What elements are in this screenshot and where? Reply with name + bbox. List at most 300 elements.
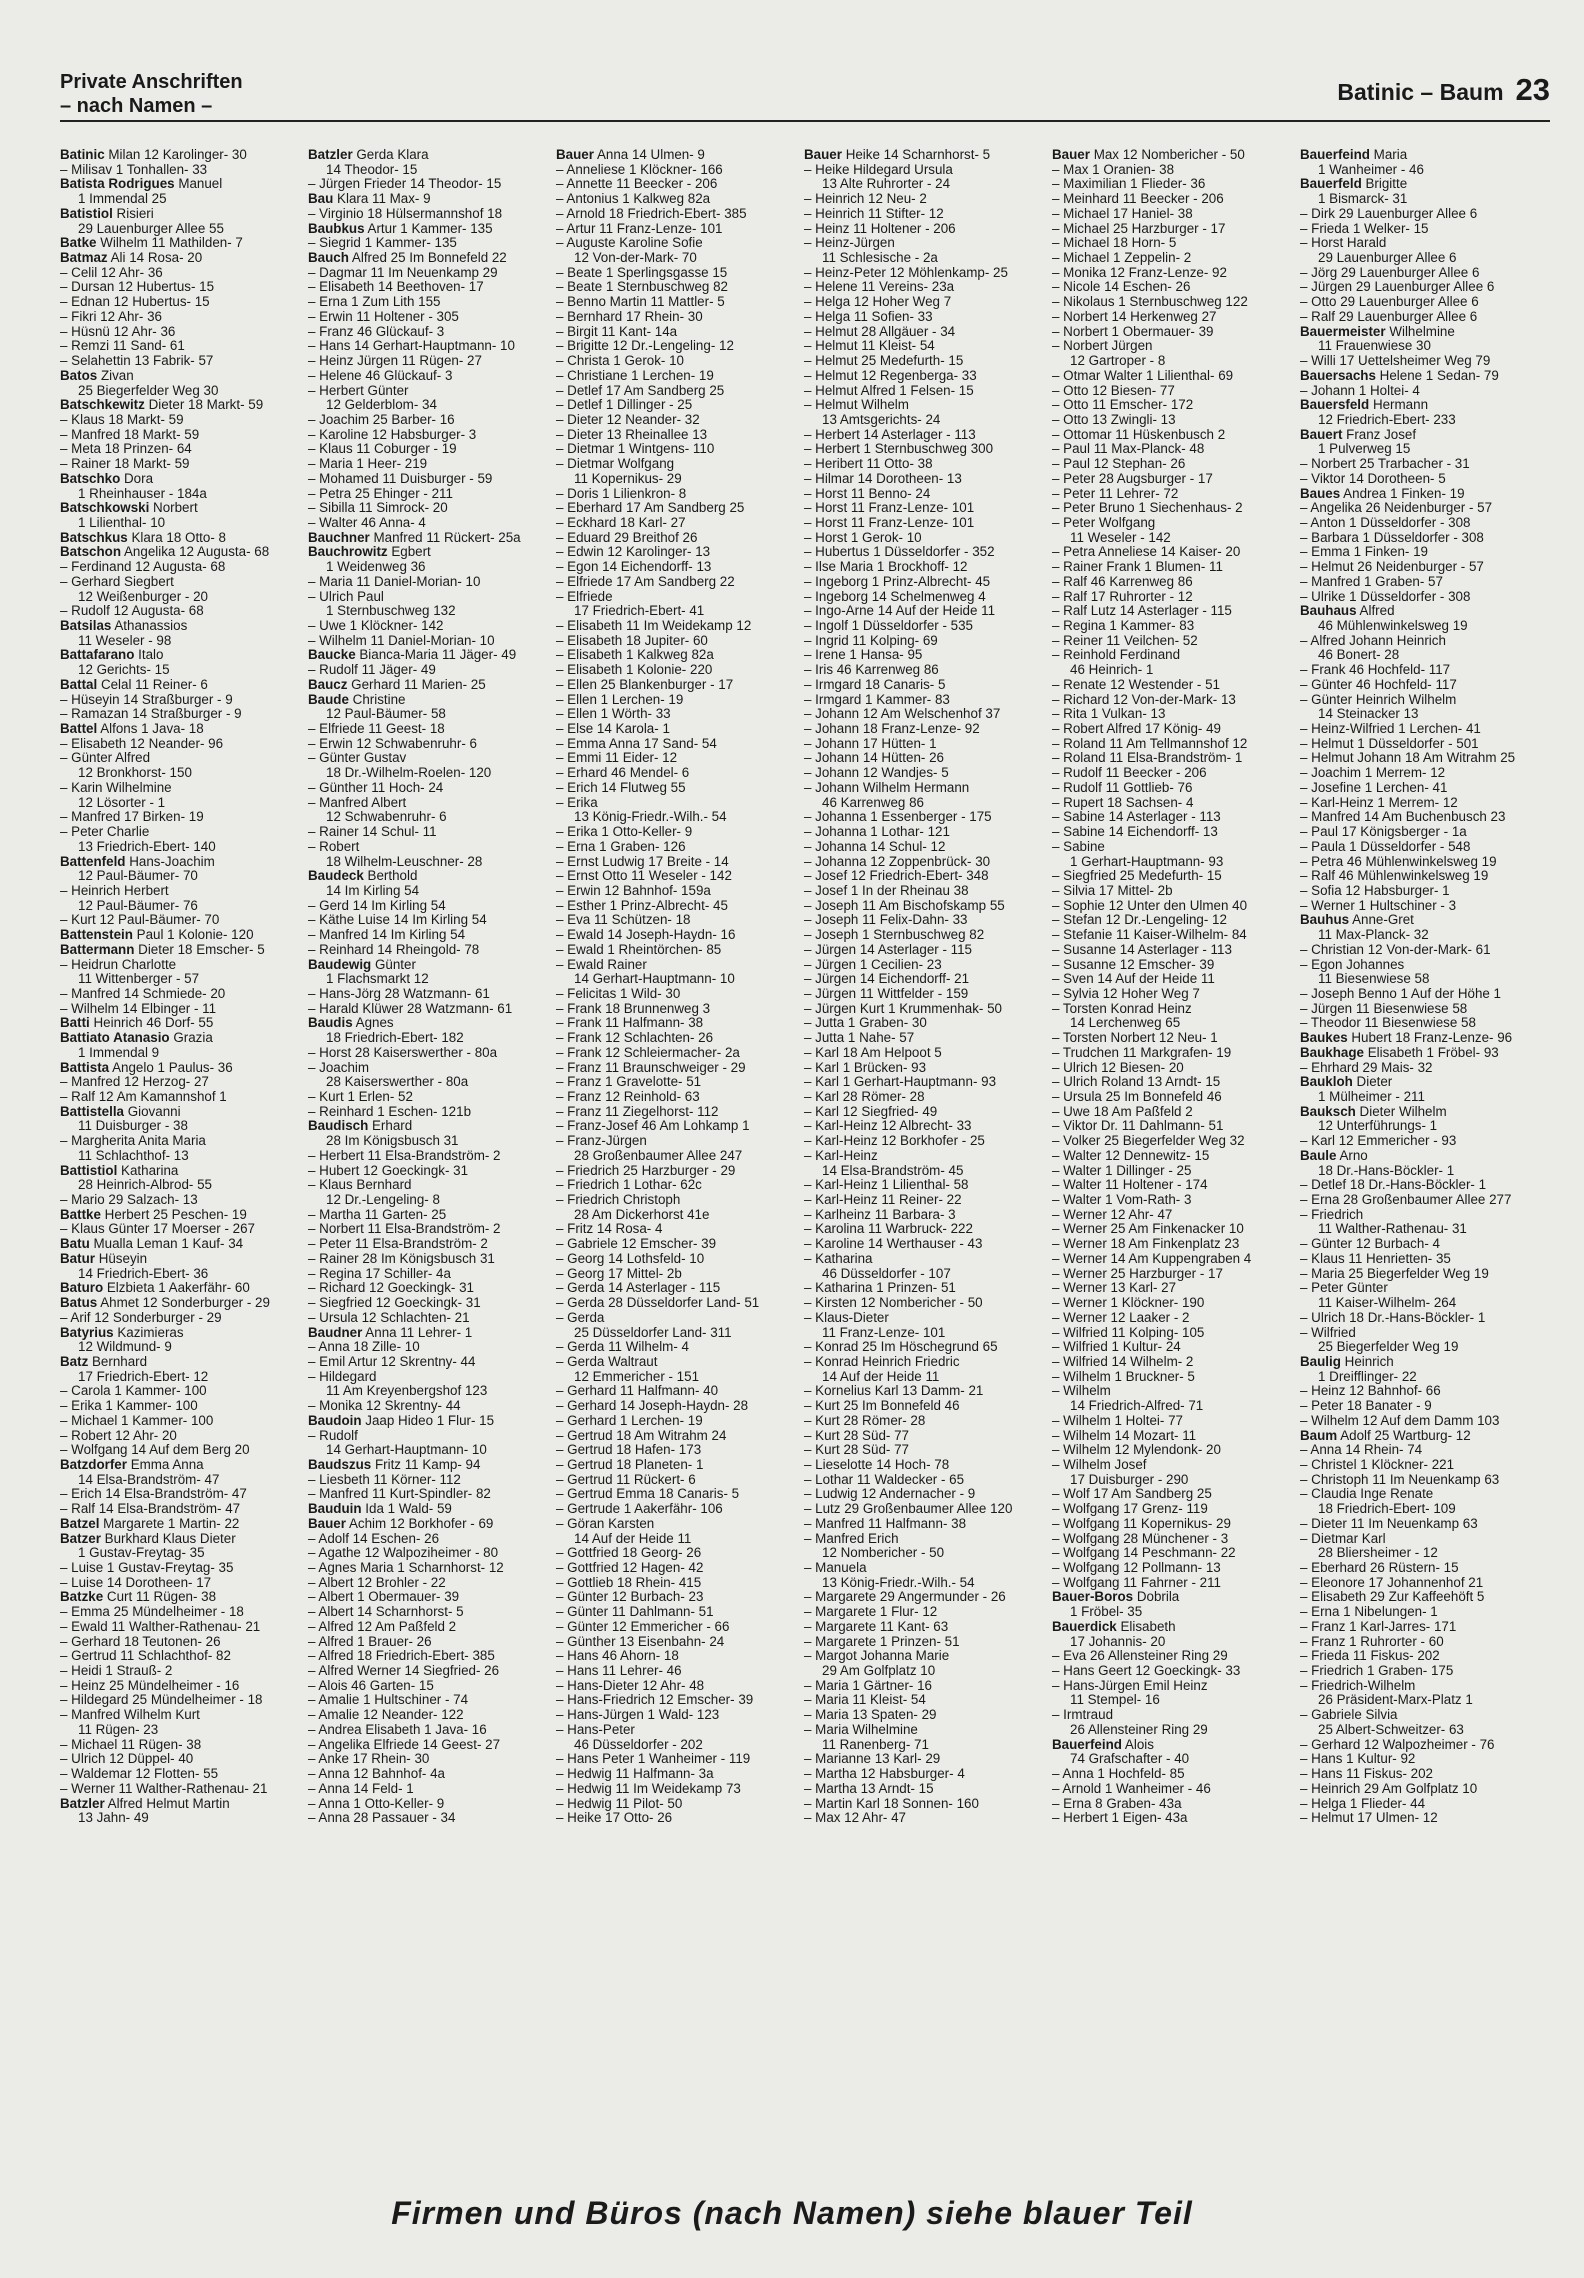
directory-entry: 29 Lauenburger Allee 55 [78,220,224,236]
directory-entry: – Benno Martin 11 Mattler- 5 [556,294,725,310]
directory-entry: – Erna 8 Graben- 43a [1052,1795,1182,1811]
directory-entry: – Siegfried 25 Medefurth- 15 [1052,868,1222,884]
directory-entry: – Ulrich Roland 13 Arndt- 15 [1052,1074,1221,1090]
directory-entry: – Werner 1 Klöckner- 190 [1052,1295,1205,1311]
directory-entry: – Wilfried 14 Wilhelm- 2 [1052,1353,1194,1369]
directory-entry: Baudisch Erhard [308,1118,413,1134]
surname: Bauerfeld [1300,176,1362,192]
directory-entry: – Agathe 12 Walpoziheimer - 80 [308,1545,499,1561]
directory-entry: – Klaus 11 Coburger - 19 [308,441,457,457]
directory-entry: – Johann 12 Wandjes- 5 [804,765,949,781]
surname: Baudoin [308,1412,362,1428]
directory-entry: – Horst 11 Benno- 24 [804,485,931,501]
directory-entry: Batzdorfer Emma Anna [60,1456,204,1472]
directory-entry: – Anna 1 Hochfeld- 85 [1052,1766,1185,1782]
directory-entry: – Fikri 12 Ahr- 36 [60,308,162,324]
directory-entry: – Sibilla 11 Simrock- 20 [308,500,448,516]
directory-entry: – Otmar Walter 1 Lilienthal- 69 [1052,367,1234,383]
directory-entry: Bauersachs Helene 1 Sedan- 79 [1300,367,1499,383]
directory-entry: – Rupert 18 Sachsen- 4 [1052,794,1194,810]
directory-entry: Bauerfeld Brigitte [1300,176,1408,192]
directory-entry: 46 Düsseldorfer - 107 [822,1265,951,1281]
directory-entry: – Eleonore 17 Johannenhof 21 [1300,1574,1484,1590]
directory-entry: 12 Paul-Bäumer- 58 [326,706,446,722]
directory-entry: – Luise 1 Gustav-Freytag- 35 [60,1560,234,1575]
surname: Bauer [308,1515,346,1531]
directory-entry: 28 Bliersheimer - 12 [1318,1545,1438,1561]
directory-entry: – Heinz-Peter 12 Möhlenkamp- 25 [804,264,1008,280]
directory-entry: – Wilhelm 14 Mozart- 11 [1052,1427,1197,1443]
directory-entry: – Ralf 12 Am Kamannshof 1 [60,1089,227,1104]
directory-entry: – Ingeborg 14 Schelmenweg 4 [804,588,986,604]
directory-entry: – Karin Wilhelmine [60,779,172,795]
footer-note: Firmen und Büros (nach Namen) siehe blauer Teil [391,2195,1193,2231]
directory-entry: – Wilfried 11 Kolping- 105 [1052,1324,1205,1340]
directory-entry: – Kurt 28 Römer- 28 [804,1412,926,1428]
directory-entry: 12 Gartroper - 8 [1070,353,1166,369]
directory-entry: – Erika 1 Otto-Keller- 9 [556,824,693,840]
directory-entry: – Rudolf 11 Beecker - 206 [1052,765,1207,781]
directory-entry: Batzler Alfred Helmut Martin [60,1795,230,1811]
directory-entry: – Hüseyin 14 Straßburger - 9 [60,691,233,707]
directory-entry: – Heike 17 Otto- 26 [556,1810,673,1826]
surname: Batu [60,1236,90,1252]
directory-entry: 14 Auf der Heide 11 [574,1530,692,1546]
directory-entry: Baule Arno [1300,1147,1368,1163]
surname: Baues [1300,485,1341,501]
directory-entry: – Gerhard 11 Halfmann- 40 [556,1383,719,1399]
directory-entry: – Karl 1 Gerhart-Hauptmann- 93 [804,1074,997,1090]
directory-entry: – Hans-Friedrich 12 Emscher- 39 [556,1692,754,1708]
directory-entry: – Manfred 14 Am Buchenbusch 23 [1300,809,1506,825]
directory-entry: – Maria 1 Heer- 219 [308,456,428,472]
directory-entry: – Werner 25 Am Finkenacker 10 [1052,1221,1244,1237]
directory-entry: 25 Albert-Schweitzer- 63 [1318,1721,1464,1737]
directory-entry: – Franz 1 Karl-Jarres- 171 [1300,1618,1457,1634]
surname: Batschkus [60,529,128,545]
directory-entry: – Günter 12 Burbach- 23 [556,1589,704,1605]
directory-entry: – Birgit 11 Kant- 14a [556,323,678,339]
surname: Bau [308,191,334,207]
surname: Batyrius [60,1324,114,1340]
surname: Baucke [308,647,356,663]
directory-entry: – Karl 28 Römer- 28 [804,1089,925,1104]
surname: Battke [60,1206,101,1222]
directory-entry: 14 Elsa-Brandström- 47 [78,1471,220,1487]
directory-entry: – Jürgen 11 Biesenwiese 58 [1300,1000,1468,1016]
directory-entry: – Erna 28 Großenbaumer Allee 277 [1300,1192,1512,1208]
directory-entry: – Anna 12 Bahnhof- 4a [308,1766,445,1782]
directory-entry: – Christian 12 Von-der-Mark- 61 [1300,941,1491,957]
directory-entry: – Anneliese 1 Klöckner- 166 [556,161,723,177]
directory-entry: 28 Kaiserswerther - 80a [326,1074,469,1090]
directory-entry: Battermann Dieter 18 Emscher- 5 [60,941,265,957]
directory-entry: – Reinhold Ferdinand [1052,647,1181,663]
surname: Batzel [60,1515,100,1531]
directory-entry: Bauert Franz Josef [1300,426,1417,442]
directory-entry: – Helene 46 Glückauf- 3 [308,367,453,383]
directory-entry: – Detlef 1 Dillinger - 25 [556,397,693,413]
directory-entry: – Erna 1 Nibelungen- 1 [1300,1604,1438,1620]
section-title-line2: – nach Namen – [60,95,213,117]
directory-entry: – Günter 11 Dahlmann- 51 [556,1604,714,1620]
directory-entry: – Monika 12 Franz-Lenze- 92 [1052,264,1227,280]
directory-entry: – Ewald 11 Walther-Rathenau- 21 [60,1618,261,1634]
directory-entry: – Franz 1 Gravelotte- 51 [556,1074,702,1090]
directory-entry: 26 Allensteiner Ring 29 [1070,1721,1208,1737]
column-3 [556,148,804,2168]
surname: Baudszus [308,1456,372,1472]
directory-entry: 46 Düsseldorfer - 202 [574,1736,703,1752]
directory-entry: – Jutta 1 Nahe- 57 [804,1030,915,1046]
directory-entry: – Ulrich 18 Dr.-Hans-Böckler- 1 [1300,1309,1486,1325]
directory-entry: – Gerhard 12 Walpozheimer - 76 [1300,1736,1495,1752]
surname: Baulig [1300,1353,1341,1369]
directory-entry: 46 Bonert- 28 [1318,647,1400,663]
directory-entry: – Angelika Elfriede 14 Geest- 27 [308,1736,501,1752]
directory-entry: Batke Wilhelm 11 Mathilden- 7 [60,235,243,251]
directory-entry: 14 Friedrich-Alfred- 71 [1070,1398,1204,1414]
directory-entry: 12 Weißenburger - 20 [78,588,209,604]
directory-entry: – Wilhelm [1052,1383,1111,1399]
directory-entry: – Helmut 1 Düsseldorfer - 501 [1300,735,1479,751]
directory-entry: – Frieda 11 Fiskus- 202 [1300,1648,1440,1664]
directory-entry: – Waldemar 12 Flotten- 55 [60,1766,219,1782]
directory-entry: – Edwin 12 Karolinger- 13 [556,544,711,560]
directory-entry: – Johann 17 Hütten- 1 [804,735,937,751]
directory-entry: – Helene 11 Vereins- 23a [804,279,955,295]
directory-entry: – Else 14 Karola- 1 [556,721,670,737]
directory-entry: Batista Rodrigues Manuel [60,176,223,192]
directory-entry: – Eduard 29 Breithof 26 [556,529,698,545]
directory-entry: – Wilhelm 12 Auf dem Damm 103 [1300,1412,1500,1428]
directory-entry: 1 Immendal 25 [78,191,167,207]
directory-entry: Battistella Giovanni [60,1103,181,1119]
directory-entry: – Rudolf [308,1427,358,1443]
directory-entry: – Ottomar 11 Hüskenbusch 2 [1052,426,1226,442]
directory-entry: 25 Biegerfelder Weg 19 [1318,1339,1459,1355]
directory-entry: – Karoline 12 Habsburger- 3 [308,426,477,442]
directory-entry: – Jürgen 1 Cecilien- 23 [804,956,942,972]
directory-entry: – Alfred Johann Heinrich [1300,632,1446,648]
directory-entry: 11 Schlesische - 2a [822,250,938,266]
directory-entry: Batinic Milan 12 Karolinger- 30 [60,148,247,162]
directory-entry: – Paul 11 Max-Planck- 48 [1052,441,1205,457]
directory-entry: – Maria 13 Spaten- 29 [804,1707,937,1723]
surname: Baum [1300,1427,1338,1443]
directory-entry: – Robert Alfred 17 König- 49 [1052,721,1221,737]
directory-entry: – Petra Anneliese 14 Kaiser- 20 [1052,544,1241,560]
directory-entry: – Sven 14 Auf der Heide 11 [1052,971,1215,987]
directory-entry: – Dietmar Karl [1300,1530,1386,1546]
directory-entry: Bau Klara 11 Max- 9 [308,191,431,207]
directory-entry: – Elfriede [556,588,613,604]
directory-entry: – Günter Heinrich Wilhelm [1300,691,1457,707]
directory-entry: 14 Lerchenweg 65 [1070,1015,1181,1031]
directory-entry: – Herbert 14 Asterlager - 113 [804,426,976,442]
directory-entry: – Walter 12 Dennewitz- 15 [1052,1147,1210,1163]
directory-entry: – Antonius 1 Kalkweg 82a [556,191,711,207]
directory-entry: – Manfred 14 Schmiede- 20 [60,985,226,1001]
surname: Batista Rodrigues [60,176,175,192]
directory-entry: – Christoph 11 Im Neuenkamp 63 [1300,1471,1500,1487]
directory-entry: – Martha 12 Habsburger- 4 [804,1766,965,1782]
directory-entry: – Kurt 12 Paul-Bäumer- 70 [60,912,220,928]
directory-entry: – Eva 26 Allensteiner Ring 29 [1052,1648,1228,1664]
directory-entry: – Heribert 11 Otto- 38 [804,456,933,472]
directory-entry: – Agnes Maria 1 Scharnhorst- 12 [308,1560,504,1575]
surname: Bauert [1300,426,1343,442]
directory-entry: – Peter 11 Lehrer- 72 [1052,485,1179,501]
directory-entry: – Margarete 1 Flur- 12 [804,1604,938,1620]
directory-entry: Batu Mualla Leman 1 Kauf- 34 [60,1236,244,1252]
surname: Batschon [60,544,122,560]
directory-entry: – Sophie 12 Unter den Ulmen 40 [1052,897,1248,913]
directory-entry: – Helmut 26 Neidenburger - 57 [1300,559,1484,575]
directory-entry: – Beate 1 Sternbuschweg 82 [556,279,728,295]
directory-entry: – Karl 1 Brücken- 93 [804,1059,927,1075]
directory-entry: – Friedrich 1 Lothar- 62c [556,1177,702,1193]
directory-entry: – Artur 11 Franz-Lenze- 101 [556,220,723,236]
directory-entry: – Manfred 11 Kurt-Spindler- 82 [308,1486,491,1502]
directory-entry: – Erika 1 Kammer- 100 [60,1398,198,1414]
directory-entry: – Hans 11 Lehrer- 46 [556,1663,682,1679]
directory-entry: 25 Biegerfelder Weg 30 [78,382,219,398]
directory-entry: – Michael 17 Haniel- 38 [1052,205,1193,221]
directory-entry: – Günther 13 Eisenbahn- 24 [556,1633,725,1649]
directory-entry: – Margarete 29 Angermunder - 26 [804,1589,1006,1605]
directory-entry: – Brigitte 12 Dr.-Lengeling- 12 [556,338,734,354]
directory-entry: – Dietmar Wolfgang [556,456,675,472]
directory-entry: – Josef 12 Friedrich-Ebert- 348 [804,868,989,884]
directory-entry: – Esther 1 Prinz-Albrecht- 45 [556,897,728,913]
directory-entry: Baudewig Günter [308,956,416,972]
directory-entry: 1 Bismarck- 31 [1318,191,1408,207]
directory-entry: – Hans-Jörg 28 Watzmann- 61 [308,985,490,1001]
directory-entry: – Jörg 29 Lauenburger Allee 6 [1300,264,1480,280]
directory-entry: – Beate 1 Sperlingsgasse 15 [556,264,728,280]
directory-entry: – Christiane 1 Lerchen- 19 [556,367,714,383]
directory-entry: – Hubertus 1 Düsseldorfer - 352 [804,544,995,560]
directory-entry: – Friedrich Christoph [556,1192,681,1208]
directory-entry: – Jürgen Kurt 1 Krummenhak- 50 [804,1000,1002,1016]
directory-entry: 13 Friedrich-Ebert- 140 [78,838,216,854]
directory-entry: – Ralf 46 Mühlenwinkelsweg 19 [1300,868,1489,884]
directory-entry: 11 Walther-Rathenau- 31 [1318,1221,1467,1237]
directory-entry: – Konrad Heinrich Friedric [804,1353,960,1369]
surname: Baubkus [308,220,365,236]
surname: Bauerfeind [1052,1736,1122,1752]
directory-entry: – Heinrich 29 Am Golfplatz 10 [1300,1780,1478,1796]
directory-entry: – Anton 1 Düsseldorfer - 308 [1300,514,1471,530]
directory-entry: – Siegrid 1 Kammer- 135 [308,235,457,251]
directory-entry: – Viktor Dr. 11 Dahlmann- 51 [1052,1118,1224,1134]
directory-entry: – Gottfried 12 Hagen- 42 [556,1560,704,1575]
directory-entry: – Norbert 1 Obermauer- 39 [1052,323,1214,339]
directory-entry: 14 Steinacker 13 [1318,706,1419,722]
directory-entry: – Friedrich-Wilhelm [1300,1677,1416,1693]
directory-entry: – Andrea Elisabeth 1 Java- 16 [308,1721,487,1737]
directory-entry: – Frank 18 Brunnenweg 3 [556,1000,711,1016]
directory-entry: – Helmut 17 Ulmen- 12 [1300,1810,1438,1826]
directory-entry: 14 Theodor- 15 [326,161,418,177]
directory-entry: Baum Adolf 25 Wartburg- 12 [1300,1427,1471,1443]
directory-entry: – Manfred 14 Im Kirling 54 [308,927,466,943]
directory-entry: – Werner 12 Laaker - 2 [1052,1309,1190,1325]
directory-entry: 28 Großenbaumer Allee 247 [574,1147,743,1163]
directory-entry: – Egon Johannes [1300,956,1405,972]
directory-entry: – Rudolf 12 Augusta- 68 [60,603,204,619]
directory-entry: – Karl 12 Siegfried- 49 [804,1103,938,1119]
directory-entry: 17 Friedrich-Ebert- 41 [574,603,705,619]
directory-entry: – Wilhelm 1 Bruckner- 5 [1052,1368,1195,1384]
directory-entry: – Manfred Erich [804,1530,899,1546]
directory-entry: – Otto 13 Zwingli- 13 [1052,411,1176,427]
directory-entry: Bauduin Ida 1 Wald- 59 [308,1501,452,1517]
directory-entry: 13 Alte Ruhrorter - 24 [822,176,951,192]
directory-entry: – Hans Peter 1 Wanheimer - 119 [556,1751,751,1767]
directory-entry: – Eva 11 Schützen- 18 [556,912,691,928]
directory-entry: – Emil Artur 12 Skrentny- 44 [308,1353,476,1369]
directory-entry: – Emma 1 Finken- 19 [1300,544,1429,560]
directory-entry: – Klaus 11 Henrietten- 35 [1300,1250,1451,1266]
directory-entry: – Ellen 1 Wörth- 33 [556,706,671,722]
directory-entry: – Norbert 14 Herkenweg 27 [1052,308,1217,324]
directory-entry: 46 Mühlenwinkelsweg 19 [1318,618,1468,633]
directory-entry: – Manfred 12 Herzog- 27 [60,1074,209,1090]
directory-entry: 13 König-Friedr.-Wilh.- 54 [574,809,727,825]
directory-entry: Bauerfeind Maria [1300,148,1408,162]
directory-entry: – Joseph 11 Am Bischofskamp 55 [804,897,1005,913]
directory-entry: – Ilse Maria 1 Brockhoff- 12 [804,559,968,575]
directory-entry: – Ursula 12 Schlachten- 21 [308,1309,470,1325]
directory-entry: – Gottlieb 18 Rhein- 415 [556,1574,702,1590]
directory-entry: – Horst Harald [1300,235,1387,251]
surname: Battel [60,721,98,737]
directory-entry: Batzel Margarete 1 Martin- 22 [60,1515,240,1531]
directory-entry: – Albert 1 Obermauer- 39 [308,1589,460,1605]
directory-entry: 18 Friedrich-Ebert- 182 [326,1030,464,1046]
directory-entry: Battke Herbert 25 Peschen- 19 [60,1206,247,1222]
directory-entry: – Hans 14 Gerhart-Hauptmann- 10 [308,338,515,354]
directory-entry: – Franz 11 Braunschweiger - 29 [556,1059,746,1075]
directory-entry: 11 Stempel- 16 [1070,1692,1160,1708]
directory-entry: Bauer-Boros Dobrila [1052,1589,1180,1605]
directory-entry: – Lieselotte 14 Hoch- 78 [804,1456,950,1472]
directory-entry: – Hans 1 Kultur- 92 [1300,1751,1416,1767]
directory-entry: – Walter 46 Anna- 4 [308,514,426,530]
directory-entry: – Dirk 29 Lauenburger Allee 6 [1300,205,1478,221]
directory-entry: – Werner 25 Harzburger - 17 [1052,1265,1223,1281]
directory-entry: 28 Am Dickerhorst 41e [574,1206,710,1222]
directory-entry: – Heinz 12 Bahnhof- 66 [1300,1383,1441,1399]
directory-entry: – Hans 46 Ahorn- 18 [556,1648,679,1664]
directory-entry: – Dagmar 11 Im Neuenkamp 29 [308,264,498,280]
directory-entry: Batus Ahmet 12 Sonderburger - 29 [60,1295,270,1311]
directory-entry: – Anna 18 Zille- 10 [308,1339,420,1355]
directory-entry: – Werner 14 Am Kuppengraben 4 [1052,1250,1252,1266]
directory-entry: Bauhus Anne-Gret [1300,912,1414,928]
directory-entry: Bauer Max 12 Nombericher - 50 [1052,148,1245,162]
directory-entry: – Herbert Günter [308,382,409,398]
directory-entry: – Uwe 1 Klöckner- 142 [308,618,444,633]
directory-entry: Baucke Bianca-Maria 11 Jäger- 49 [308,647,517,663]
directory-entry: 25 Düsseldorfer Land- 311 [574,1324,732,1340]
directory-entry: – Margherita Anita Maria [60,1133,206,1149]
directory-entry: – Rita 1 Vulkan- 13 [1052,706,1166,722]
directory-entry: – Käthe Luise 14 Im Kirling 54 [308,912,487,928]
directory-entry: – Rudolf 11 Gottlieb- 76 [1052,779,1193,795]
directory-entry: – Reiner 11 Veilchen- 52 [1052,632,1198,648]
directory-entry: Baukhage Elisabeth 1 Fröbel- 93 [1300,1044,1499,1060]
directory-entry: – Frieda 1 Welker- 15 [1300,220,1429,236]
directory-entry: – Heinz Jürgen 11 Rügen- 27 [308,353,482,369]
surname: Baukloh [1300,1074,1353,1090]
directory-entry: 12 Lösorter - 1 [78,794,166,810]
directory-entry: – Albert 14 Scharnhorst- 5 [308,1604,464,1620]
directory-entry: – Ewald 1 Rheintörchen- 85 [556,941,722,957]
column-1 [60,148,308,2168]
directory-entry: – Frank 12 Schlachten- 26 [556,1030,714,1046]
directory-entry: – Werner 12 Ahr- 47 [1052,1206,1173,1222]
directory-entry: – Maria Wilhelmine [804,1721,918,1737]
directory-entry: – Elisabeth 12 Neander- 96 [60,735,224,751]
directory-entry: – Johann 12 Am Welschenhof 37 [804,706,1001,722]
directory-entry: – Amalie 1 Hultschiner - 74 [308,1692,469,1708]
directory-entry: – Robert [308,838,360,854]
directory-entry: – Rainer Frank 1 Blumen- 11 [1052,559,1223,575]
directory-entry: – Heinz-Wilfried 1 Lerchen- 41 [1300,721,1481,737]
surname: Bauchner [308,529,370,545]
directory-entry: – Karlheinz 11 Barbara- 3 [804,1206,956,1222]
directory-entry: Baude Christine [308,691,406,707]
directory-entry: Batschkowski Norbert [60,500,198,516]
directory-entry: – Konrad 25 Im Höschegrund 65 [804,1339,998,1355]
directory-entry: – Otto 11 Emscher- 172 [1052,397,1194,413]
directory-entry: – Egon 14 Eichendorff- 13 [556,559,712,575]
surname: Bauer [804,148,842,162]
directory-entry: – Elfriede 17 Am Sandberg 22 [556,573,735,589]
directory-entry: – Ludwig 12 Andernacher - 9 [804,1486,976,1502]
directory-entry: – Kurt 25 Im Bonnefeld 46 [804,1398,960,1414]
surname: Bauersachs [1300,367,1376,383]
directory-entry: – Ferdinand 12 Augusta- 68 [60,559,226,575]
directory-entry: – Manfred 18 Markt- 59 [60,426,200,442]
directory-entry: – Ellen 25 Blankenburger - 17 [556,676,734,692]
directory-entry: – Katharina [804,1250,873,1266]
surname: Battafarano [60,647,135,663]
directory-entry: – Norbert Jürgen [1052,338,1153,354]
directory-entry: – Helmut Johann 18 Am Witrahm 25 [1300,750,1516,766]
directory-entry: 11 Kopernikus- 29 [574,470,682,486]
directory-entry: – Marianne 13 Karl- 29 [804,1751,941,1767]
directory-entry: Batschko Dora [60,470,154,486]
directory-entry: – Theodor 11 Biesenwiese 58 [1300,1015,1476,1031]
column-5 [1052,148,1300,2168]
directory-entry: – Sabine 14 Eichendorff- 13 [1052,824,1218,840]
directory-entry: – Klaus 18 Markt- 59 [60,411,184,427]
directory-entry: 11 Franz-Lenze- 101 [822,1324,946,1340]
surname: Battistiol [60,1162,118,1178]
directory-entry: 1 Dreifflinger- 22 [1318,1368,1417,1384]
directory-entry: Baulig Heinrich [1300,1353,1394,1369]
directory-entry: – Friedrich 1 Graben- 175 [1300,1663,1454,1679]
directory-entry: – Christa 1 Gerok- 10 [556,353,685,369]
directory-entry: – Wilfried [1300,1324,1356,1340]
directory-entry: Batzke Curt 11 Rügen- 38 [60,1589,217,1605]
directory-entry: – Josefine 1 Lerchen- 41 [1300,779,1448,795]
directory-entry: – Erich 14 Elsa-Brandström- 47 [60,1486,247,1502]
